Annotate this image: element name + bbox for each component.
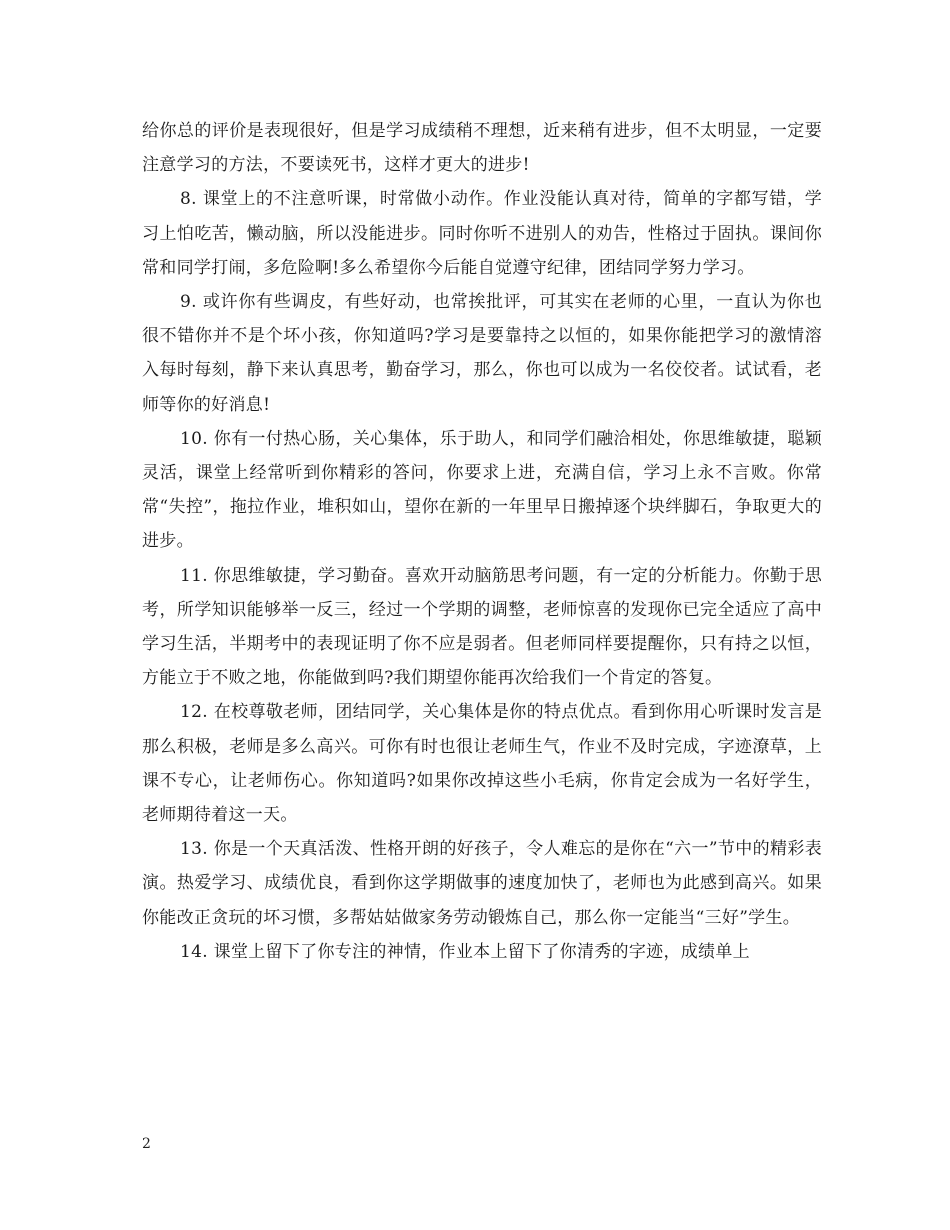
- document-body: [142, 114, 822, 969]
- paragraph-item-8: 8. 课堂上的不注意听课，时常做小动作。作业没能认真对待，简单的字都写错，学习上怕吃苦，懒动脑，所以没能进步。同时你听不进别人的劝告，性格过于固执。课间你常和同学打闹，多危险啊!多么希望你今后能自觉遵守纪律，团结同学努力学习。: [142, 189, 822, 278]
- paragraph-item-13: 13. 你是一个天真活泼、性格开朗的好孩子，令人难忘的是你在“六一”节中的精彩表演。热爱学习、成绩优良，看到你这学期做事的速度加快了，老师也为此感到高兴。如果你能改正贪玩的坏习惯，多帮姑姑做家务劳动锻炼自己，那么你一定能当“三好”学生。: [142, 839, 822, 928]
- page-number: 2: [142, 1136, 151, 1152]
- paragraph-item-11: 11. 你思维敏捷，学习勤奋。喜欢开动脑筋思考问题，有一定的分析能力。你勤于思考，所学知识能够举一反三，经过一个学期的调整，老师惊喜的发现你已完全适应了高中学习生活，半期考中的表现证明了你不应是弱者。但老师同样要提醒你，只有持之以恒，方能立于不败之地，你能做到吗?我们期望你能再次给我们一个肯定的答复。: [142, 565, 822, 689]
- paragraph-item-10: 10. 你有一付热心肠，关心集体，乐于助人，和同学们融洽相处，你思维敏捷，聪颖灵活，课堂上经常听到你精彩的答问，你要求上进，充满自信，学习上永不言败。你常常“失控”，拖拉作业，堆积如山，望你在新的一年里早日搬掉逐个块绊脚石，争取更大的进步。: [142, 428, 822, 552]
- paragraph-item-9: 9. 或许你有些调皮，有些好动，也常挨批评，可其实在老师的心里，一直认为你也很不错你并不是个坏小孩，你知道吗?学习是要靠持之以恒的，如果你能把学习的激情溶入每时每刻，静下来认真思考，勤奋学习，那么，你也可以成为一名佼佼者。试试看，老师等你的好消息!: [142, 292, 822, 415]
- paragraph-item-12: 12. 在校尊敬老师，团结同学，关心集体是你的特点优点。看到你用心听课时发言是那么积极，老师是多么高兴。可你有时也很让老师生气，作业不及时完成，字迹潦草，上课不专心，让老师伤心。你知道吗?如果你改掉这些小毛病，你肯定会成为一名好学生，老师期待着这一天。: [142, 702, 822, 826]
- paragraph-continuation: 给你总的评价是表现很好，但是学习成绩稍不理想，近来稍有进步，但不太明显，一定要注意学习的方法，不要读死书，这样才更大的进步!: [142, 121, 822, 176]
- paragraph-item-14: 14. 课堂上留下了你专注的神情，作业本上留下了你清秀的字迹，成绩单上: [180, 941, 750, 962]
